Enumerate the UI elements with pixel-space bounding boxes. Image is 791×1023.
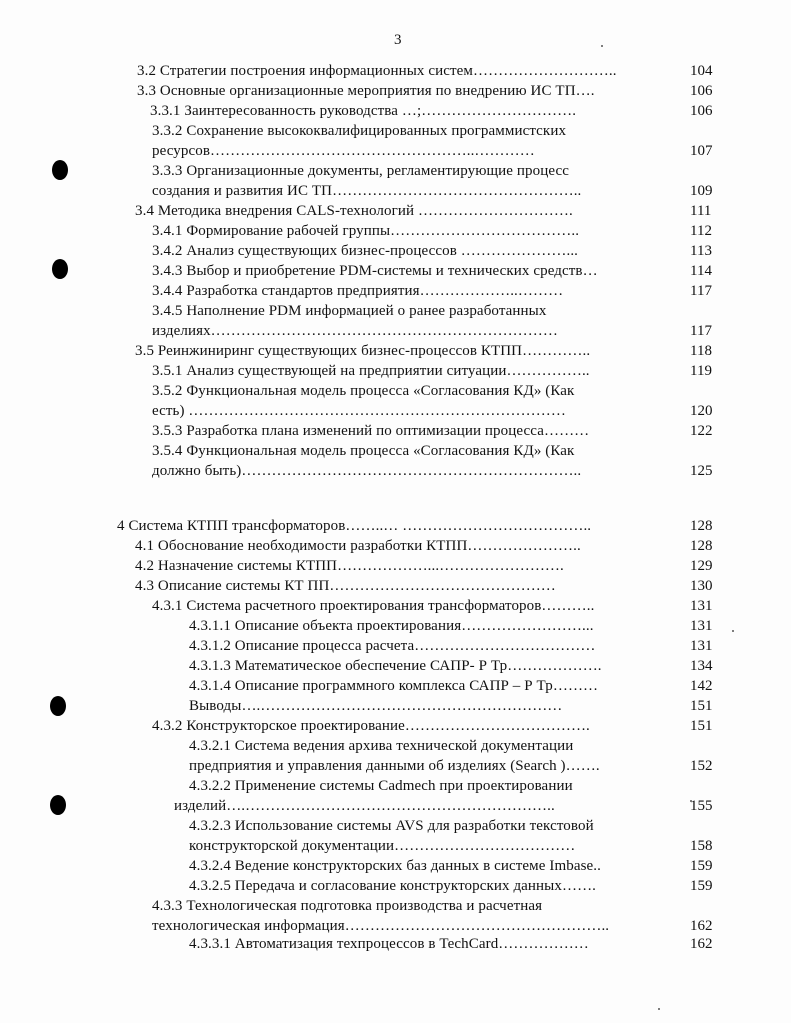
- speck: [601, 45, 603, 47]
- toc-entry-title: 3.4.2 Анализ существующих бизнес-процессов …………………...: [152, 243, 579, 259]
- toc-entry-page: 111: [690, 203, 712, 219]
- toc-entry-title: 3.5.3 Разработка плана изменений по оптимизации процесса………: [152, 423, 590, 439]
- toc-entry-title: 4.3.2.2 Применение системы Cadmech при проектировании: [189, 778, 573, 794]
- toc-entry-title: создания и развития ИС ТП…………………………………………..: [152, 183, 582, 199]
- toc-entry-page: 155: [690, 798, 713, 814]
- toc-entry-title: 4.1 Обоснование необходимости разработки КТПП…………………..: [135, 538, 581, 554]
- toc-entry-title: есть) …………………………………………………………………: [152, 403, 566, 419]
- toc-entry-title: ресурсов……………………………………………..…………: [152, 143, 535, 159]
- toc-entry-page: 122: [690, 423, 713, 439]
- toc-entry-page: 130: [690, 578, 713, 594]
- toc-entry-title: 4.3.2.4 Ведение конструкторских баз данных в системе Imbase..: [189, 858, 601, 874]
- toc-entry-title: 3.4.3 Выбор и приобретение PDM-системы и технических средств…: [152, 263, 598, 279]
- toc-entry-page: 109: [690, 183, 713, 199]
- toc-entry-page: 125: [690, 463, 713, 479]
- toc-entry-title: 3.3.1 Заинтересованность руководства …;………………………….: [150, 103, 577, 119]
- toc-entry-page: 151: [690, 718, 713, 734]
- toc-entry-title: 4.3.3.1 Автоматизация техпроцессов в TechCard………………: [189, 936, 589, 952]
- toc-entry-page: 113: [690, 243, 712, 259]
- toc-entry-title: 3.3.3 Организационные документы, регламентирующие процесс: [152, 163, 569, 179]
- toc-entry-title: 3.5.4 Функциональная модель процесса «Согласования КД» (Как: [152, 443, 575, 459]
- toc-entry-title: 4.3.1.4 Описание программного комплекса САПР – Р Тр………: [189, 678, 599, 694]
- toc-entry-title: 3.5.2 Функциональная модель процесса «Согласования КД» (Как: [152, 383, 575, 399]
- toc-entry-title: 3.5.1 Анализ существующей на предприятии ситуации……………..: [152, 363, 590, 379]
- toc-entry-page: 117: [690, 283, 712, 299]
- toc-entry-page: 120: [690, 403, 713, 419]
- toc-entry-title: 3.4.4 Разработка стандартов предприятия………………..………: [152, 283, 564, 299]
- toc-entry-title: 4 Система КТПП трансформаторов……..… ………………………………..: [117, 518, 592, 534]
- toc-entry-title: 3.5 Реинжиниринг существующих бизнес-процессов КТПП…………..: [135, 343, 591, 359]
- toc-entry-page: 129: [690, 558, 713, 574]
- toc-entry-page: 106: [690, 83, 713, 99]
- toc-entry-page: 128: [690, 538, 713, 554]
- toc-entry-page: 131: [690, 618, 713, 634]
- toc-entry-title: 3.2 Стратегии построения информационных систем………………………..: [137, 63, 617, 79]
- toc-entry-page: 107: [690, 143, 713, 159]
- toc-entry-title: 4.2 Назначение системы КТПП………………...…………………….: [135, 558, 564, 574]
- toc-entry-page: 159: [690, 858, 713, 874]
- toc-entry-title: 4.3.2 Конструкторское проектирование……………………………….: [152, 718, 590, 734]
- toc-entry-page: 119: [690, 363, 712, 379]
- toc-entry-title: 4.3.1.3 Математическое обеспечение САПР- Р Тр……………….: [189, 658, 602, 674]
- toc-entry-title: изделий….……………………………………………………..: [174, 798, 555, 814]
- toc-entry-title: 3.4.5 Наполнение PDM информацией о ранее разработанных: [152, 303, 547, 319]
- toc-entry-title: 3.3 Основные организационные мероприятия по внедрению ИС ТП….: [137, 83, 595, 99]
- toc-entry-page: 162: [690, 918, 713, 934]
- toc-entry-page: 151: [690, 698, 713, 714]
- toc-entry-title: технологическая информация……………………………………………..: [152, 918, 610, 934]
- toc-entry-title: 4.3.2.5 Передача и согласование конструкторских данных…….: [189, 878, 597, 894]
- toc-entry-page: 142: [690, 678, 713, 694]
- toc-entry-page: 159: [690, 878, 713, 894]
- toc-entry-title: 4.3.2.1 Система ведения архива технической документации: [189, 738, 574, 754]
- toc-entry-page: 118: [690, 343, 712, 359]
- page-number: 3: [394, 32, 402, 48]
- toc-entry-title: предприятия и управления данными об изделиях (Search )…….: [189, 758, 600, 774]
- toc-entry-title: конструкторской документации………………………………: [189, 838, 576, 854]
- toc-entry-title: 3.4.1 Формирование рабочей группы………………………………..: [152, 223, 580, 239]
- toc-entry-page: 131: [690, 638, 713, 654]
- toc-entry-title: 4.3.1.1 Описание объекта проектирования……………………...: [189, 618, 594, 634]
- toc-entry-page: 158: [690, 838, 713, 854]
- toc-entry-title: 4.3.1 Система расчетного проектирования трансформаторов………..: [152, 598, 595, 614]
- toc-entry-title: Выводы….……………………………………………………: [189, 698, 563, 714]
- toc-entry-page: 112: [690, 223, 712, 239]
- toc-entry-page: 152: [690, 758, 713, 774]
- speck: [658, 1008, 660, 1010]
- toc-entry-title: 3.3.2 Сохранение высококвалифицированных программистских: [152, 123, 567, 139]
- punch-hole: [52, 160, 68, 180]
- toc-entry-title: 3.4 Методика внедрения CALS-технологий ………………………….: [135, 203, 573, 219]
- punch-hole: [50, 795, 66, 815]
- toc-entry-title: должно быть)…………………………………………………………..: [152, 463, 582, 479]
- toc-entry-page: 114: [690, 263, 712, 279]
- speck: [732, 630, 734, 632]
- punch-hole: [50, 696, 66, 716]
- toc-entry-title: 4.3.2.3 Использование системы AVS для разработки текстовой: [189, 818, 594, 834]
- toc-entry-page: 131: [690, 598, 713, 614]
- toc-entry-title: 4.3.3 Технологическая подготовка производства и расчетная: [152, 898, 543, 914]
- toc-entry-title: 4.3.1.2 Описание процесса расчета………………………………: [189, 638, 596, 654]
- toc-entry-title: 4.3 Описание системы КТ ПП………………………………………: [135, 578, 556, 594]
- toc-entry-page: 162: [690, 936, 713, 952]
- toc-entry-title: изделиях……………………………………………………………: [152, 323, 558, 339]
- toc-entry-page: 128: [690, 518, 713, 534]
- toc-entry-page: 106: [690, 103, 713, 119]
- toc-entry-page: 117: [690, 323, 712, 339]
- toc-entry-page: 134: [690, 658, 713, 674]
- punch-hole: [52, 259, 68, 279]
- toc-entry-page: 104: [690, 63, 713, 79]
